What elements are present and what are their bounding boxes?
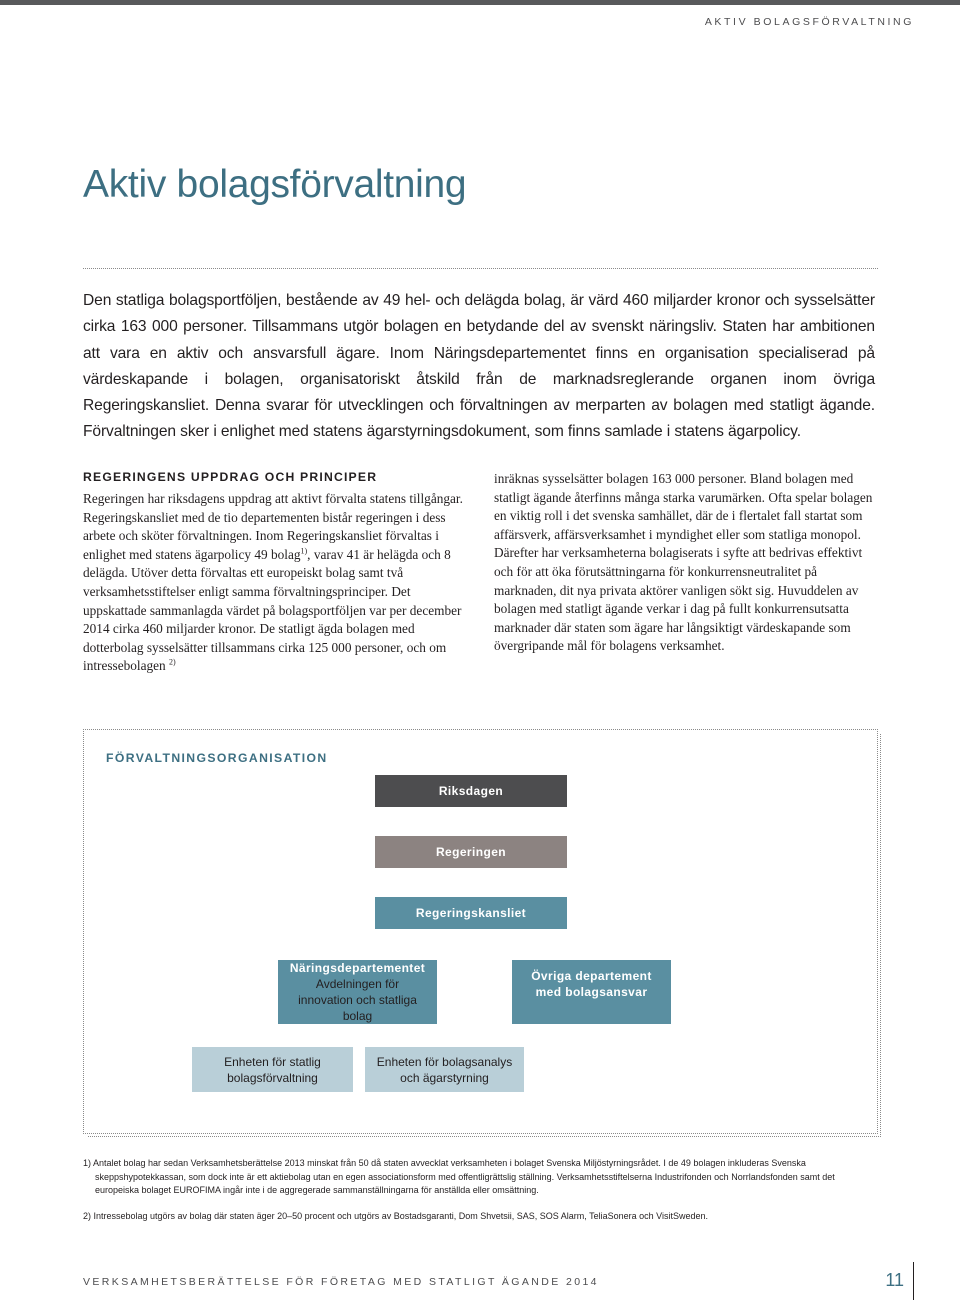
org-chart-heading: FÖRVALTNINGSORGANISATION (106, 751, 328, 765)
title-divider (83, 268, 878, 269)
node-enheten-bolagsanalys (365, 1047, 524, 1092)
node-enheten-bolagsanalys-label: Enheten för bolagsanalys och ägarstyrning (376, 1054, 513, 1085)
node-enheten-bolagsforvaltning-label: Enheten för statlig bolagsförvaltning (224, 1054, 321, 1085)
left-text-part2: , varav 41 är helägda och 8 delägda. Utöver detta förvaltas ett europeiskt bolag samt två verksamhetsstiftelser enligt samma förvaltningsprinciper. Det uppskattade sammanlagda värdet på bolagsportföljen var per december 2014 cirka 460 miljarder kronor. De statligt ägda bolagen med dotterbolag sysselsätter tillsammans cirka 125 000 personer, och om intressebolagen (83, 546, 462, 674)
footer-title: VERKSAMHETSBERÄTTELSE FÖR FÖRETAG MED STATLIGT ÄGANDE 2014 (83, 1276, 599, 1288)
node-regeringskansliet-label: Regeringskansliet (415, 906, 527, 920)
node-regeringen-label: Regeringen (435, 845, 506, 859)
node-enheten-bolagsforvaltning (192, 1047, 353, 1092)
running-head: AKTIV BOLAGSFÖRVALTNING (704, 16, 914, 28)
node-naringsdepartementet-title: Näringsdepartementet (289, 961, 426, 975)
node-ovriga-departement-label: Övriga departement med bolagsansvar (531, 969, 652, 999)
node-ovriga-departement (512, 960, 671, 1024)
left-column-text (83, 490, 471, 676)
footnote-ref-1: 1) (300, 546, 308, 556)
node-regeringskansliet (375, 897, 567, 929)
node-riksdagen (375, 775, 567, 807)
intro-paragraph: Den statliga bolagsportföljen, bestående av 49 hel- och delägda bolag, är värd 460 miljarder kronor och sysselsätter cirka 163 000 personer. Tillsammans utgör bolagen en betydande del av svenskt näringsliv. Staten har ambitionen att vara en aktiv och ansvarsfull ägare. Inom Näringsdepartementet finns en organisation specialiserad på värdeskapande i bolagen, organisatoriskt åtskild från de marknadsreglerande organen inom övriga Regeringskansliet. Denna svarar för utvecklingen och förvaltningen av merparten av bolagen med statligt ägande. Förvaltningen sker i enlighet med statens ägarstyrningsdokument, som finns samlade i statens ägarpolicy. (83, 292, 875, 441)
right-column (494, 470, 878, 656)
left-text-part1: Regeringen har riksdagens uppdrag att aktivt förvalta statens tillgångar. Regeringskansliet med de tio departementen bistår regeringen i dess arbete och sköter förvaltningen. Inom Regeringskansliet förvaltas i enlighet med statens ägarpolicy 49 bolag (83, 491, 463, 562)
page-number-divider (913, 1262, 914, 1300)
node-riksdagen-label: Riksdagen (438, 784, 504, 798)
node-naringsdepartementet (278, 960, 437, 1024)
frame-shadow-bottom (88, 1133, 881, 1137)
footnote-1: 1) Antalet bolag har sedan Verksamhetsberättelse 2013 minskat från 50 då staten avvecklat verksamheten i bolaget Svenska Miljöstyrningsrådet. I de 49 bolagen inkluderas Svenska skeppshypotekkassan, som dock inte är ett aktiebolag utan en egen associationsform med offentligrättslig ställning. Verksamhetsstiftelserna Industrifonden och Norrlandsfonden samt det europeiska bolaget EUROFIMA ingår inte i de aggregerade sammanställningarna för anställda eller omsättning. (83, 1158, 835, 1196)
frame-shadow-right (877, 734, 881, 1137)
node-regeringen (375, 836, 567, 868)
footnote-ref-2: 2) (169, 657, 176, 667)
section-heading: REGERINGENS UPPDRAG OCH PRINCIPER (83, 470, 378, 484)
footnote-2: 2) Intressebolag utgörs av bolag där staten äger 20–50 procent och utgörs av Bostadsgaranti, Dom Shvetsii, SAS, SOS Alarm, TeliaSonera och VisitSweden. (83, 1210, 709, 1221)
page-number: 11 (885, 1270, 904, 1290)
top-bar (0, 0, 960, 5)
footnotes (83, 1157, 863, 1235)
right-column-text: inräknas sysselsätter bolagen 163 000 personer. Bland bolagen med statligt ägande återfinns många starka varumärken. Ofta spelar bolagen en viktig roll i det svenska samhället, där de i flertalet fall startat som affärsverk, affärsverksamhet i myndighet eller som statliga monopol. Därefter har verksamheterna bolagiserats i syfte att bedrivas effektivt och för att öka förutsättningarna för konkurrensneutralitet på marknaden, dit nya privata aktörer vanligen sökt sig. Huvuddelen av bolagen med statligt ägande verkar i dag på fullt konkurrensutsatta marknader där staten som ägare har långsiktigt värdeskapande som övergripande mål för bolagens verksamhet. (494, 471, 873, 654)
page-title: Aktiv bolagsförvaltning (83, 163, 467, 206)
left-column (83, 470, 471, 676)
node-naringsdepartementet-subtitle: Avdelningen för innovation och statliga bolag (298, 977, 417, 1023)
